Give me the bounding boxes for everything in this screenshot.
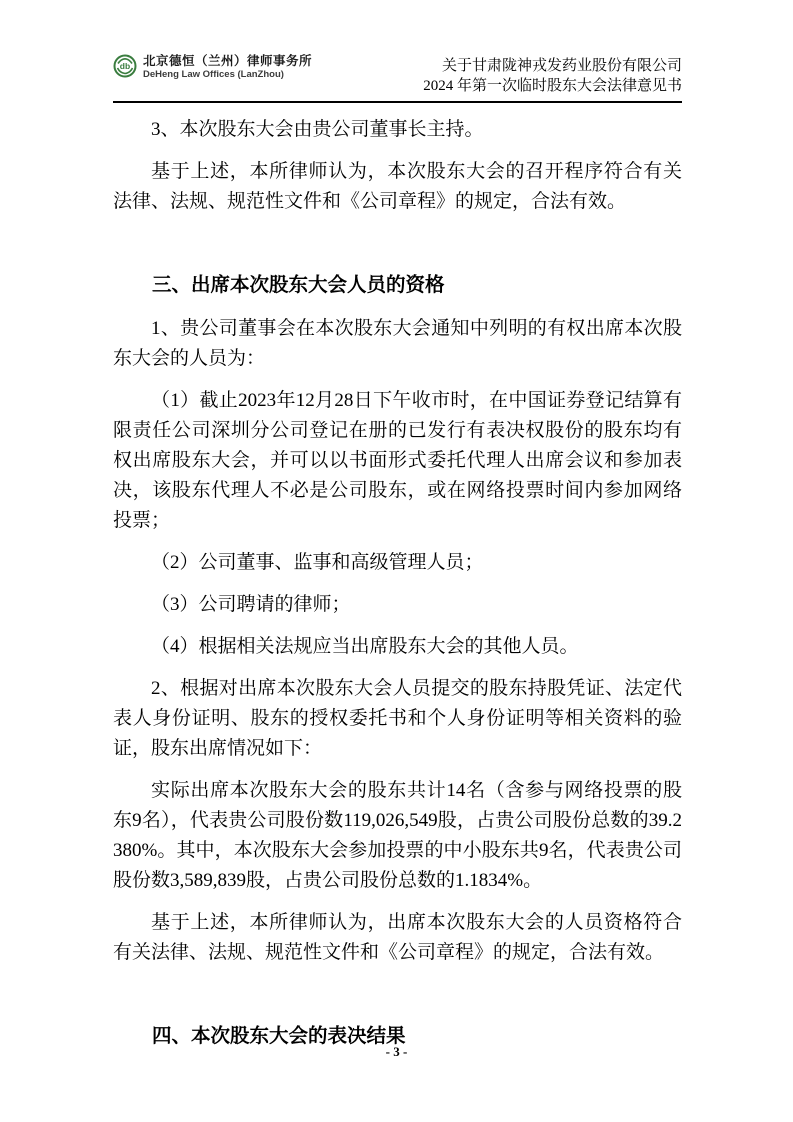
law-firm-name-en: DeHeng Law Offices (LanZhou) [143, 69, 284, 80]
law-firm-brand [113, 54, 312, 81]
page-header [113, 54, 682, 96]
header-divider [113, 101, 682, 103]
page-number: - 3 - [385, 1044, 408, 1059]
law-firm-names [143, 54, 312, 81]
deheng-logo-icon [113, 54, 137, 78]
paragraph: （4）根据相关法规应当出席股东大会的其他人员。 [151, 636, 579, 657]
paragraph: （1）截止2023年12月28日下午收市时，在中国证券登记结算有限责任公司深圳分公司登记在册的已发行有表决权股份的股东均有权出席股东大会，并可以以书面形式委托代理人出席会议和参加表决，该股东代理人不必是公司股东，或在网络投票时间内参加网络投票； [113, 390, 682, 531]
document-title [423, 56, 682, 96]
document-title-line1: 关于甘肃陇神戎发药业股份有限公司 [441, 58, 682, 74]
document-title-line2: 2024 年第一次临时股东大会法律意见书 [423, 78, 682, 94]
section-heading-3: 三、出席本次股东大会人员的资格 [152, 274, 445, 296]
paragraph: （2）公司董事、监事和高级管理人员； [151, 552, 484, 573]
page-footer [0, 1044, 793, 1060]
paragraph: 基于上述，本所律师认为，本次股东大会的召开程序符合有关法律、法规、规范性文件和《公司章程》的规定，合法有效。 [113, 161, 682, 212]
paragraph: （3）公司聘请的律师； [151, 594, 351, 615]
document-body [113, 115, 682, 1051]
svg-text:db: db [119, 60, 131, 71]
law-firm-name-cn: 北京德恒（兰州）律师事务所 [143, 54, 313, 68]
paragraph: 实际出席本次股东大会的股东共计14名（含参与网络投票的股东9名），代表贵公司股份数119,026,549股，占贵公司股份总数的39.2380%。其中，本次股东大会参加投票的中小股东共9名，代表贵公司股份数3,589,839股，占贵公司股份总数的1.1834%。 [113, 780, 682, 891]
paragraph: 基于上述，本所律师认为，出席本次股东大会的人员资格符合有关法律、法规、规范性文件和《公司章程》的规定，合法有效。 [113, 912, 682, 963]
paragraph: 3、本次股东大会由贵公司董事长主持。 [151, 119, 484, 140]
paragraph: 1、贵公司董事会在本次股东大会通知中列明的有权出席本次股东大会的人员为： [113, 318, 682, 369]
paragraph: 2、根据对出席本次股东大会人员提交的股东持股凭证、法定代表人身份证明、股东的授权委托书和个人身份证明等相关资料的验证，股东出席情况如下： [113, 678, 682, 759]
section-heading-4: 四、本次股东大会的表决结果 [152, 1025, 406, 1047]
